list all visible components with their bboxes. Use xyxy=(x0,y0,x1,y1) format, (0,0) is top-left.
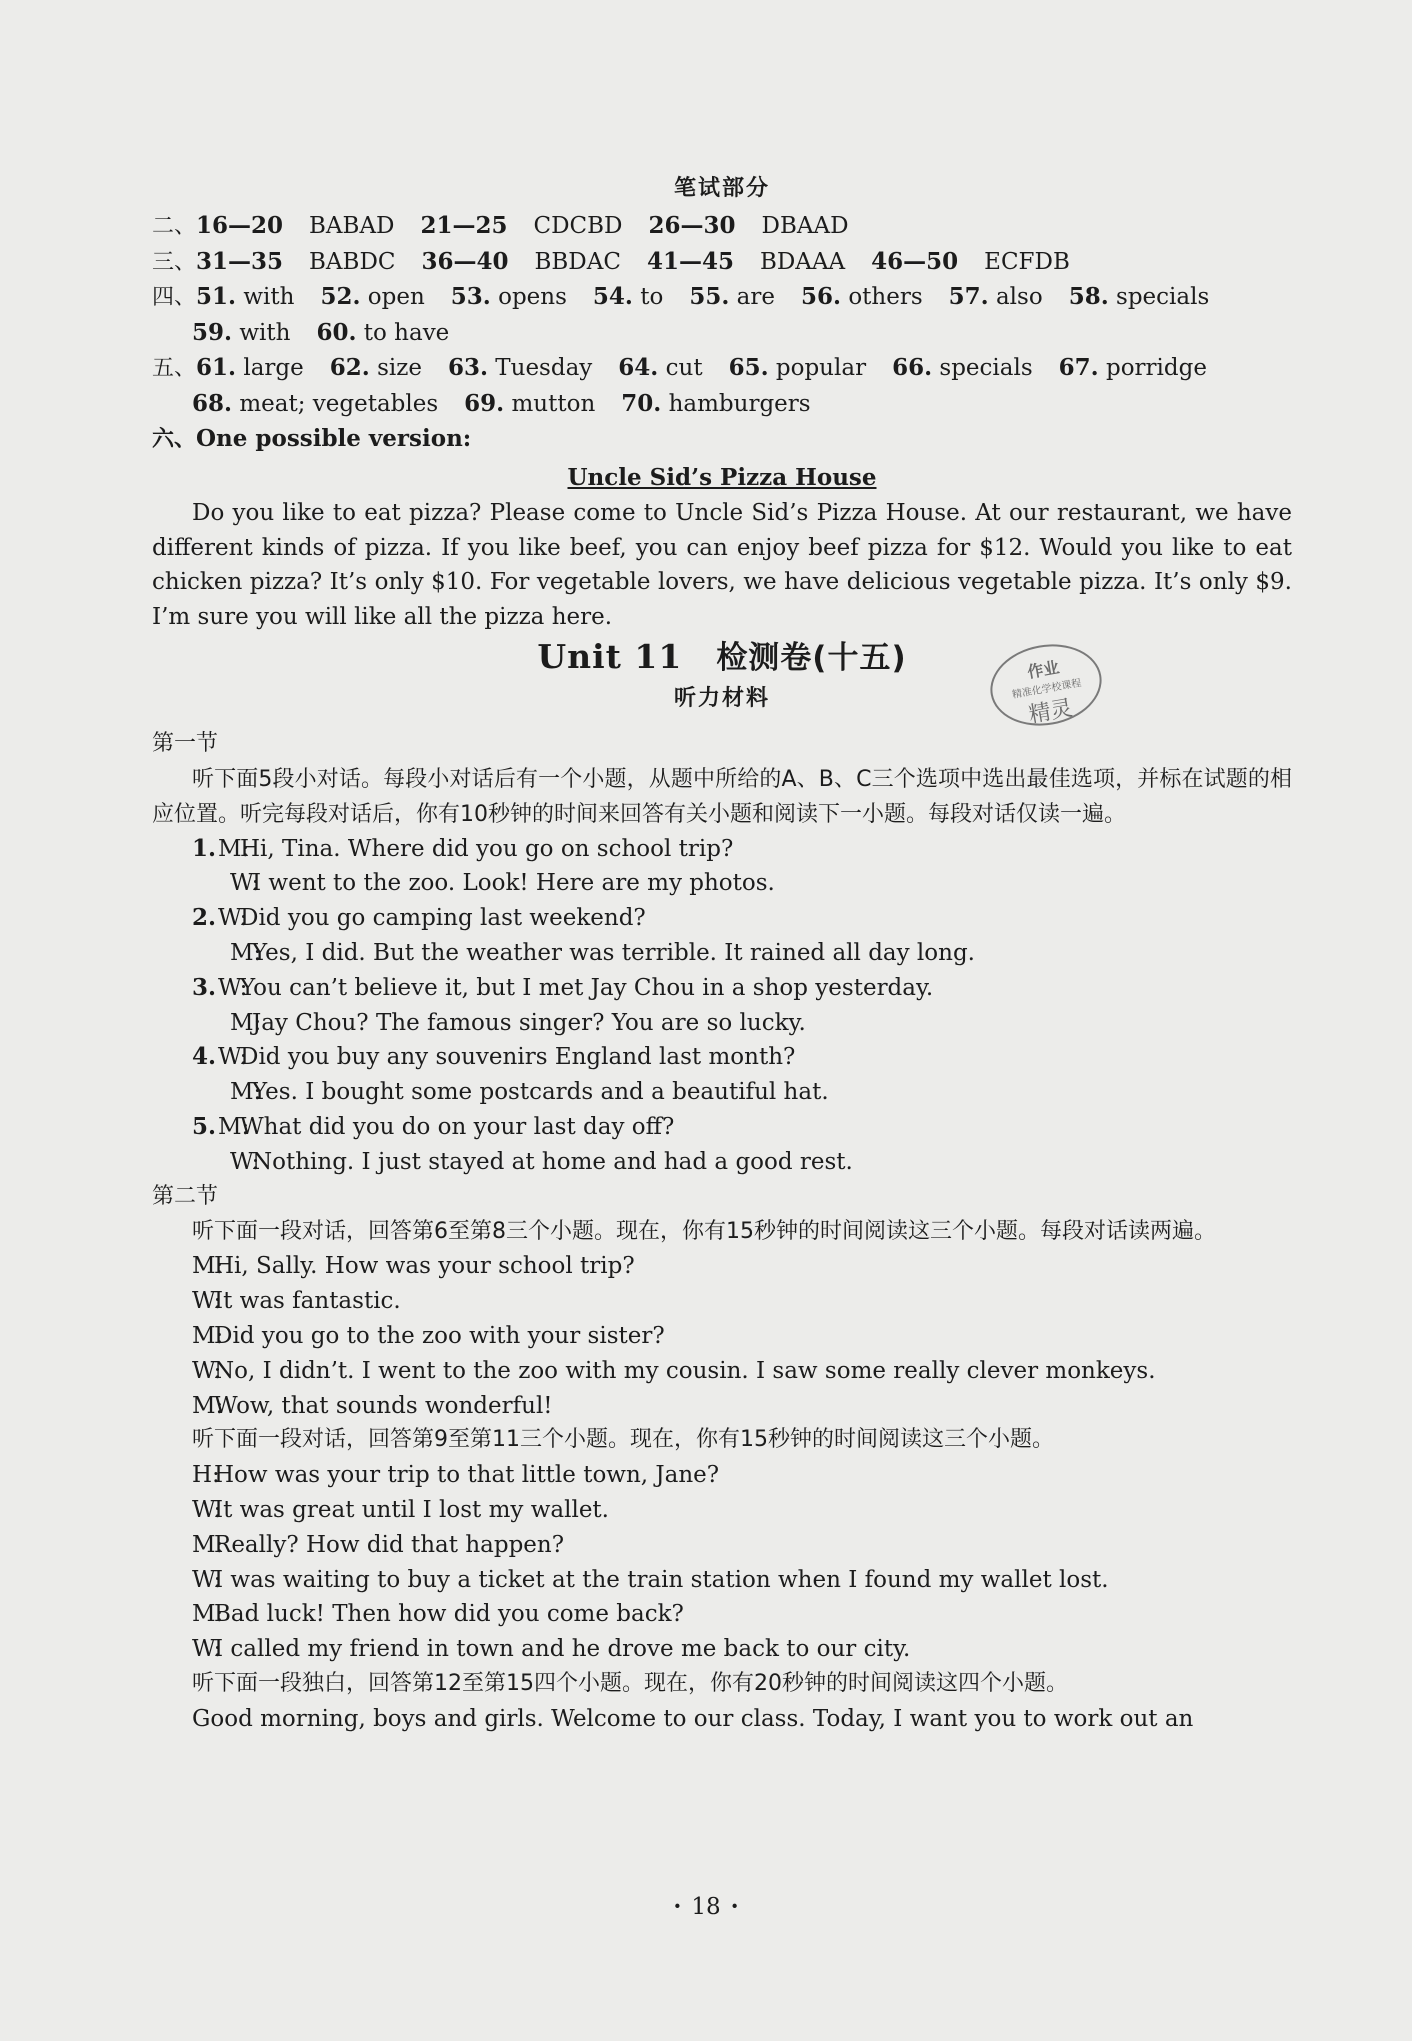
item-answer: to xyxy=(640,284,664,311)
part2-dialog2 xyxy=(152,1458,1292,1667)
dialog-number: 4. xyxy=(192,1043,217,1071)
part2-instructions-3: 听下面一段独白，回答第12至第15四个小题。现在，你有20秒钟的时间阅读这四个小题。 xyxy=(192,1670,1068,1696)
item-number: 70. xyxy=(621,389,662,417)
range-label: 41—45 xyxy=(646,247,734,275)
essay-body: Do you like to eat pizza? Please come to Uncle Sid’s Pizza House. At our restaurant, we have different kinds of pizza. If you like beef, you can enjoy beef pizza for $12. Would you like to eat chicken pizza? It’s only $10. For vegetable lovers, we have delicious vegetable pizza. It’s only $9. I’m sure you will like all the pizza here. xyxy=(152,500,1292,630)
section-prefix: 三、 xyxy=(152,249,197,275)
speaker: M: xyxy=(230,1009,262,1036)
dialog-text: Really? How did that happen? xyxy=(214,1531,565,1558)
dialog-text: Yes, I did. But the weather was terrible. It rained all day long. xyxy=(252,939,975,966)
dialog-number: 3. xyxy=(192,973,217,1001)
answer-value: DBAAD xyxy=(761,212,849,239)
part2-instructions: 听下面一段对话，回答第6至第8三个小题。现在，你有15秒钟的时间阅读这三个小题。每段对话读两遍。 xyxy=(192,1219,1216,1245)
item-answer: specials xyxy=(1116,284,1210,311)
unit-title-cn: 检测卷(十五) xyxy=(716,640,907,677)
dialog-text: Bad luck! Then how did you come back? xyxy=(214,1601,684,1628)
speaker: W: xyxy=(192,1357,222,1384)
item-number: 65. xyxy=(728,353,769,381)
dialog-line xyxy=(152,1458,1292,1493)
speaker: M: xyxy=(230,939,262,966)
dialog-line xyxy=(152,1528,1292,1563)
part1-instructions: 听下面5段小对话。每段小对话后有一个小题，从题中所给的A、B、C三个选项中选出最佳选项，并标在试题的相应位置。听完每段对话后，你有10秒钟的时间来回答有关小题和阅读下一小题。每段对话仅读一遍。 xyxy=(152,766,1292,827)
dialog-line xyxy=(152,832,1292,867)
part1-label: 第一节 xyxy=(152,730,219,756)
dialog-line xyxy=(152,971,1292,1006)
item-answer: with xyxy=(239,320,291,347)
item-answer: to have xyxy=(363,320,450,347)
answer-value: BABDC xyxy=(309,248,396,275)
item-number: 56. xyxy=(801,283,842,311)
dialog-text: Hi, Sally. How was your school trip? xyxy=(214,1253,635,1280)
speaker: H: xyxy=(192,1462,220,1489)
speaker: W: xyxy=(230,870,260,897)
unit-title-en: Unit 11 xyxy=(537,637,683,677)
item-number: 51. xyxy=(196,283,237,311)
speaker: W: xyxy=(192,1636,222,1663)
dialog-line xyxy=(152,1110,1292,1145)
dialog-line xyxy=(152,1319,1292,1354)
item-number: 69. xyxy=(464,389,505,417)
answer-value: ECFDB xyxy=(984,248,1070,275)
item-number: 54. xyxy=(592,283,633,311)
answer-row-5b xyxy=(152,387,1292,422)
item-number: 66. xyxy=(892,353,933,381)
item-answer: large xyxy=(243,354,304,381)
answer-row-5 xyxy=(152,351,1292,387)
dialog-text: Jay Chou? The famous singer? You are so lucky. xyxy=(252,1009,806,1036)
dialog-line xyxy=(152,1389,1292,1424)
dialog-text: How was your trip to that little town, Jane? xyxy=(214,1462,720,1489)
answer-row-6 xyxy=(152,422,1292,458)
item-answer: others xyxy=(848,284,923,311)
item-answer: with xyxy=(243,284,295,311)
dialog-line xyxy=(152,1145,1292,1180)
item-number: 64. xyxy=(618,353,659,381)
item-answer: are xyxy=(736,284,775,311)
part1-dialogs xyxy=(152,832,1292,1180)
dialog-text: You can’t believe it, but I met Jay Chou in a shop yesterday. xyxy=(240,974,934,1001)
item-answer: opens xyxy=(498,284,567,311)
dialog-line xyxy=(152,1493,1292,1528)
page-number-value: 18 xyxy=(691,1894,721,1920)
dialog-line xyxy=(152,1040,1292,1075)
item-answer: cut xyxy=(665,354,703,381)
range-label: 26—30 xyxy=(648,211,736,239)
speaker: M: xyxy=(230,1079,262,1106)
dialog-line xyxy=(152,936,1292,971)
speaker: W: xyxy=(192,1288,222,1315)
item-number: 61. xyxy=(196,353,237,381)
monologue-start: Good morning, boys and girls. Welcome to our class. Today, I want you to work out an xyxy=(192,1705,1194,1732)
item-number: 62. xyxy=(329,353,370,381)
dialog-line xyxy=(152,1284,1292,1319)
item-number: 57. xyxy=(948,283,989,311)
speaker: M: xyxy=(192,1322,224,1349)
answer-value: CDCBD xyxy=(533,212,623,239)
dialog-line xyxy=(152,1075,1292,1110)
dialog-line xyxy=(152,1249,1292,1284)
speaker: W: xyxy=(218,974,248,1001)
dialog-text: It was great until I lost my wallet. xyxy=(214,1496,609,1523)
item-answer: porridge xyxy=(1105,354,1207,381)
dialog-text: Nothing. I just stayed at home and had a good rest. xyxy=(252,1148,853,1175)
dialog-line xyxy=(152,866,1292,901)
item-number: 58. xyxy=(1068,283,1109,311)
part2-instructions-2: 听下面一段对话，回答第9至第11三个小题。现在，你有15秒钟的时间阅读这三个小题。 xyxy=(192,1427,1054,1453)
range-label: 16—20 xyxy=(196,211,284,239)
item-number: 63. xyxy=(447,353,488,381)
speaker: W: xyxy=(218,1044,248,1071)
dialog-text: I went to the zoo. Look! Here are my photos. xyxy=(252,870,775,897)
dialog-text: What did you do on your last day off? xyxy=(240,1113,675,1140)
item-answer: size xyxy=(377,354,422,381)
stamp-top-text: 作业 xyxy=(1025,657,1061,682)
section-prefix: 五、 xyxy=(152,355,197,381)
speaker: M: xyxy=(192,1531,224,1558)
page-number: · 18 · xyxy=(673,1893,739,1920)
unit-title xyxy=(152,637,1292,677)
dialog-text: Wow, that sounds wonderful! xyxy=(214,1392,553,1419)
speaker: W: xyxy=(218,905,248,932)
item-number: 68. xyxy=(192,389,233,417)
speaker: M: xyxy=(218,835,250,862)
part2-dialog1 xyxy=(152,1249,1292,1423)
dialog-text: Yes. I bought some postcards and a beautiful hat. xyxy=(252,1079,829,1106)
item-number: 59. xyxy=(192,319,233,347)
listening-heading: 听力材料 xyxy=(673,685,770,711)
dialog-number: 5. xyxy=(192,1112,217,1140)
answer-value: BDAAA xyxy=(759,248,846,275)
dialog-text: Did you go to the zoo with your sister? xyxy=(214,1322,665,1349)
dialog-text: Did you buy any souvenirs England last month? xyxy=(240,1044,796,1071)
answer-value: BBDAC xyxy=(534,248,621,275)
item-number: 67. xyxy=(1058,353,1099,381)
answer-row-4b xyxy=(152,316,1292,351)
dialog-text: It was fantastic. xyxy=(214,1288,401,1315)
item-answer: hamburgers xyxy=(668,390,811,417)
dialog-text: Did you go camping last weekend? xyxy=(240,905,646,932)
item-number: 55. xyxy=(689,283,730,311)
answer-row-3 xyxy=(152,245,1292,281)
range-label: 36—40 xyxy=(421,247,509,275)
item-answer: meat; vegetables xyxy=(239,390,439,417)
version-label: One possible version: xyxy=(196,424,472,452)
item-answer: also xyxy=(995,284,1043,311)
answer-value: BABAD xyxy=(309,212,395,239)
dialog-line xyxy=(152,1006,1292,1041)
page-content xyxy=(152,168,1292,1736)
answer-row-4 xyxy=(152,280,1292,316)
section-prefix: 二、 xyxy=(152,213,197,239)
part2-label: 第二节 xyxy=(152,1183,219,1209)
speaker: M: xyxy=(218,1113,250,1140)
speaker: M: xyxy=(192,1601,224,1628)
speaker: W: xyxy=(192,1496,222,1523)
speaker: W: xyxy=(192,1566,222,1593)
item-answer: mutton xyxy=(511,390,596,417)
item-answer: popular xyxy=(775,354,867,381)
item-number: 53. xyxy=(450,283,491,311)
dialog-number: 1. xyxy=(192,834,217,862)
dialog-line xyxy=(152,1563,1292,1598)
item-answer: specials xyxy=(939,354,1033,381)
range-label: 31—35 xyxy=(196,247,284,275)
dialog-text: No, I didn’t. I went to the zoo with my cousin. I saw some really clever monkeys. xyxy=(214,1357,1156,1384)
essay-title: Uncle Sid’s Pizza House xyxy=(567,464,877,492)
item-answer: open xyxy=(367,284,425,311)
section-prefix: 六、 xyxy=(152,426,197,452)
dialog-text: I was waiting to buy a ticket at the train station when I found my wallet lost. xyxy=(214,1566,1109,1593)
written-part-heading: 笔试部分 xyxy=(673,176,770,201)
speaker: M: xyxy=(192,1253,224,1280)
dialog-text: I called my friend in town and he drove me back to our city. xyxy=(214,1636,911,1663)
item-answer: Tuesday xyxy=(495,354,593,381)
dialog-line xyxy=(152,901,1292,936)
dialog-text: Hi, Tina. Where did you go on school trip? xyxy=(240,835,734,862)
stamp-bottom-text: 精灵 xyxy=(1026,695,1075,729)
dialog-line xyxy=(152,1354,1292,1389)
dialog-line xyxy=(152,1632,1292,1667)
range-label: 46—50 xyxy=(871,247,959,275)
dialog-number: 2. xyxy=(192,904,217,932)
stamp-middle-text: 精准化学校课程 xyxy=(1011,677,1083,701)
item-number: 60. xyxy=(316,319,357,347)
dialog-line xyxy=(152,1597,1292,1632)
item-number: 52. xyxy=(320,283,361,311)
section-prefix: 四、 xyxy=(152,285,197,311)
answer-row-2 xyxy=(152,209,1292,245)
speaker: W: xyxy=(230,1148,260,1175)
speaker: M: xyxy=(192,1392,224,1419)
range-label: 21—25 xyxy=(420,211,508,239)
